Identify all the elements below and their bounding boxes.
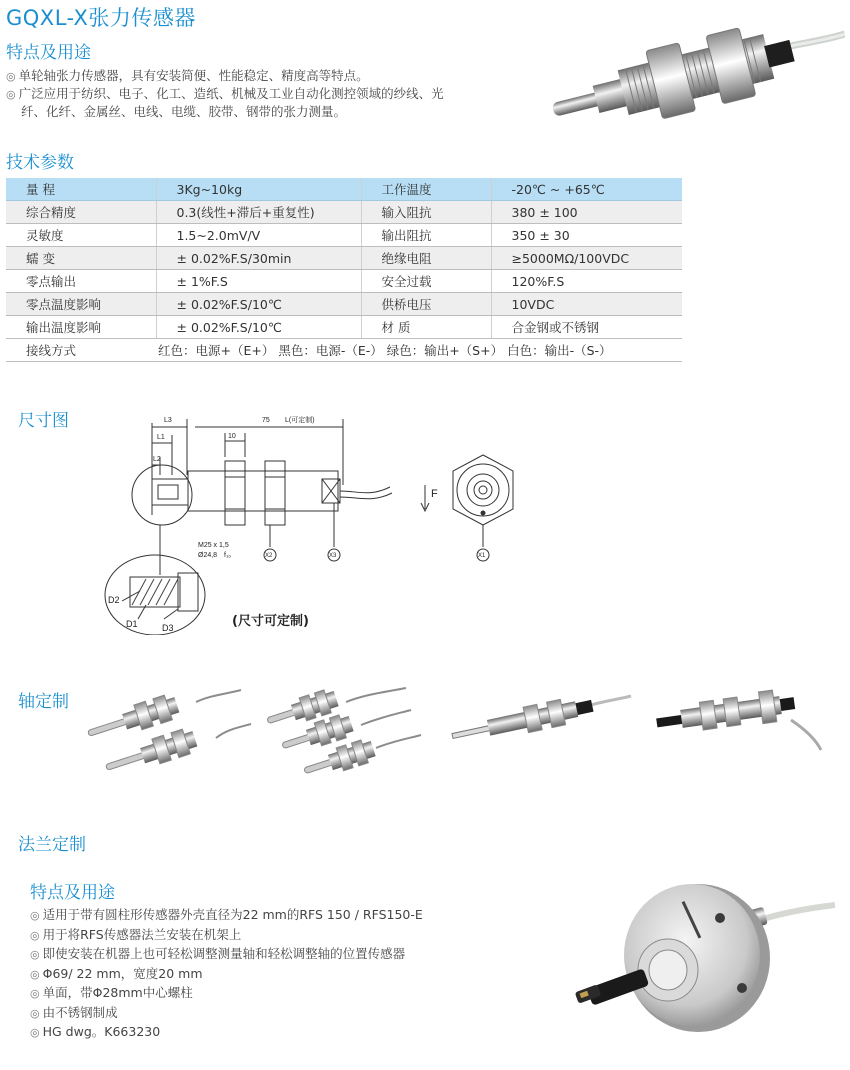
dimensions-heading: 尺寸图 bbox=[18, 411, 69, 431]
spec-label-cell: 零点输出 bbox=[6, 270, 156, 293]
shaft-photo-1 bbox=[84, 690, 251, 780]
spec-value-cell: ± 0.02%F.S/10℃ bbox=[156, 293, 361, 316]
list-item: ◎ 单面，带Φ28mm中心螺柱 bbox=[30, 985, 193, 1000]
spec-value-cell: 380 ± 100 bbox=[491, 201, 682, 224]
spec-value-cell: 10VDC bbox=[491, 293, 682, 316]
spec-label-cell: 输出温度影响 bbox=[6, 316, 156, 339]
bullet-icon: ◎ bbox=[30, 909, 40, 922]
dim-label: M25 x 1,5 bbox=[198, 542, 229, 549]
spec-value-cell: 350 ± 30 bbox=[491, 224, 682, 247]
spec-label-cell: 综合精度 bbox=[6, 201, 156, 224]
callout-label: X3 bbox=[329, 553, 337, 559]
features-heading: 特点及用途 bbox=[6, 43, 91, 63]
dim-label: 10 bbox=[228, 433, 236, 440]
table-row bbox=[6, 201, 682, 224]
dim-label: L1 bbox=[157, 434, 165, 441]
list-item: ◎ 由不锈钢制成 bbox=[30, 1004, 118, 1020]
shaft-photo-3 bbox=[450, 693, 631, 748]
spec-value-cell: 120%F.S bbox=[491, 270, 682, 293]
spec-value-cell: 3Kg~10kg bbox=[156, 178, 361, 201]
spec-label-cell: 安全过载 bbox=[361, 270, 491, 293]
spec-label-cell: 供桥电压 bbox=[361, 293, 491, 316]
flange-subheading: 特点及用途 bbox=[30, 883, 115, 903]
dim-label: D1 bbox=[126, 619, 138, 629]
list-item: 纤、化纤、金属丝、电线、电缆、胶带、钢带的张力测量。 bbox=[21, 104, 347, 119]
spec-value-cell: 1.5~2.0mV/V bbox=[156, 224, 361, 247]
wiring-value-cell: 红色：电源+（E+） 黑色：电源-（E-） 绿色：输出+（S+） 白色：输出-（S-） bbox=[156, 339, 682, 362]
list-item: ◎ 用于将RFS传感器法兰安装在机架上 bbox=[30, 926, 242, 942]
spec-label-cell: 灵敏度 bbox=[6, 224, 156, 247]
callout-label: X1 bbox=[478, 553, 486, 559]
bullet-icon: ◎ bbox=[6, 88, 16, 101]
features-list bbox=[6, 67, 526, 120]
shaft-photo-2 bbox=[264, 687, 421, 782]
flange-features-list bbox=[30, 906, 570, 1043]
dim-label: D2 bbox=[108, 595, 120, 605]
spec-label-cell: 绝缘电阻 bbox=[361, 247, 491, 270]
spec-value-cell: 合金钢或不锈钢 bbox=[491, 316, 682, 339]
list-item: ◎ 适用于带有圆柱形传感器外壳直径为22 mm的RFS 150 / RFS150-E bbox=[30, 907, 423, 922]
table-row bbox=[6, 293, 682, 316]
spec-table bbox=[6, 178, 682, 362]
spec-value-cell: -20℃ ~ +65℃ bbox=[491, 178, 682, 201]
bullet-icon: ◎ bbox=[30, 987, 40, 1000]
force-label: F bbox=[431, 488, 438, 500]
dim-label: L(可定制) bbox=[285, 417, 315, 424]
bullet-icon: ◎ bbox=[30, 1006, 40, 1020]
spec-value-cell: ≥5000MΩ/100VDC bbox=[491, 247, 682, 270]
spec-value-cell: ± 0.02%F.S/10℃ bbox=[156, 316, 361, 339]
specs-heading: 技术参数 bbox=[6, 153, 74, 173]
list-item: ◎ 广泛应用于纺织、电子、化工、造纸、机械及工业自动化测控领域的纱线、光 bbox=[6, 86, 444, 101]
table-row bbox=[6, 224, 682, 247]
shaft-photos bbox=[76, 680, 836, 790]
shaft-heading: 轴定制 bbox=[18, 692, 69, 712]
spec-label-cell: 输入阻抗 bbox=[361, 201, 491, 224]
dim-label: L2 bbox=[153, 456, 161, 463]
list-item: ◎ HG dwg。K663230 bbox=[30, 1024, 161, 1039]
spec-value-cell: ± 1%F.S bbox=[156, 270, 361, 293]
bullet-icon: ◎ bbox=[30, 928, 40, 942]
spec-value-cell: ± 0.02%F.S/30min bbox=[156, 247, 361, 270]
list-item: ◎ Φ69/ 22 mm，宽度20 mm bbox=[30, 965, 203, 981]
list-item: ◎ 单轮轴张力传感器，具有安装简便、性能稳定、精度高等特点。 bbox=[6, 68, 369, 83]
dimensions-caption: (尺寸可定制) bbox=[232, 614, 309, 629]
page-title: GQXL-X张力传感器 bbox=[6, 6, 196, 30]
flange-heading: 法兰定制 bbox=[18, 835, 86, 855]
dim-label: L3 bbox=[164, 417, 172, 424]
flange-photo bbox=[570, 860, 845, 1045]
shaft-photo-4 bbox=[655, 687, 821, 750]
dim-label: D3 bbox=[162, 623, 174, 633]
spec-label-cell: 接线方式 bbox=[6, 339, 156, 362]
dim-label: Ø24,8 bbox=[198, 552, 218, 559]
table-row bbox=[6, 339, 682, 362]
dim-label: f₁₀ bbox=[224, 552, 232, 559]
table-row bbox=[6, 270, 682, 293]
bullet-icon: ◎ bbox=[30, 967, 40, 981]
bullet-icon: ◎ bbox=[6, 70, 16, 83]
spec-value-cell: 0.3(线性+滞后+重复性) bbox=[156, 201, 361, 224]
spec-label-cell: 零点温度影响 bbox=[6, 293, 156, 316]
table-row bbox=[6, 178, 682, 201]
table-row bbox=[6, 316, 682, 339]
dim-label: 75 bbox=[262, 417, 270, 424]
list-item: ◎ 即使安装在机器上也可轻松调整测量轴和轻松调整轴的位置传感器 bbox=[30, 946, 406, 961]
spec-label-cell: 材 质 bbox=[361, 316, 491, 339]
sensor-photo bbox=[530, 12, 845, 140]
spec-label-cell: 蠕 变 bbox=[6, 247, 156, 270]
spec-label-cell: 量 程 bbox=[6, 178, 156, 201]
spec-label-cell: 输出阻抗 bbox=[361, 224, 491, 247]
bullet-icon: ◎ bbox=[30, 1026, 40, 1039]
table-row bbox=[6, 247, 682, 270]
bullet-icon: ◎ bbox=[30, 948, 40, 961]
spec-label-cell: 工作温度 bbox=[361, 178, 491, 201]
callout-label: X2 bbox=[265, 553, 273, 559]
dimension-drawing bbox=[100, 405, 540, 635]
